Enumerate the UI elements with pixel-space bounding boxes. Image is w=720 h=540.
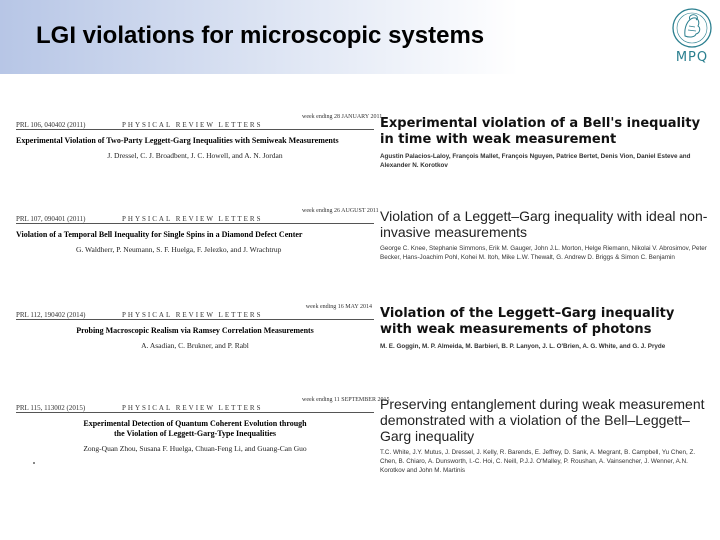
prl-volume: PRL 107, 090401 (2011) bbox=[16, 215, 86, 223]
prl-journal: PHYSICAL REVIEW LETTERS bbox=[122, 121, 263, 129]
prl-journal: PHYSICAL REVIEW LETTERS bbox=[122, 215, 263, 223]
prl-running-head bbox=[16, 397, 390, 413]
logo-text: MPQ bbox=[675, 50, 709, 65]
prl-running-head bbox=[16, 208, 379, 224]
prl-header-1 bbox=[16, 114, 383, 161]
prl-title-line-2: the Violation of Leggett-Garg-Type Inequalities bbox=[113, 429, 277, 438]
article-3 bbox=[380, 306, 710, 351]
mpq-logo bbox=[668, 6, 716, 70]
article-title: Violation of the Leggett–Garg inequality with weak measurements of photons bbox=[380, 306, 675, 337]
article-authors: T.C. White, J.Y. Mutus, J. Dressel, J. Kelly, R. Barends, E. Jeffrey, D. Sank, A. Megrant, B. Campbell, Yu Chen, Z. Chen, B. Chiaro, A. Dunsworth, I.-C. Hoi, C. Neill, P.J.J. O'Malley, P. Roushan, A. Vainsencher, J. Wenner, A.N. Korotkov and John M. Martinis bbox=[380, 449, 696, 474]
article-2 bbox=[380, 208, 710, 262]
prl-volume: PRL 112, 190402 (2014) bbox=[16, 311, 86, 319]
article-title: Preserving entanglement during weak measurement demonstrated with a violation of the Bell–Leggett–Garg inequality bbox=[380, 396, 705, 444]
prl-header-2 bbox=[16, 208, 379, 255]
prl-volume: PRL 115, 113002 (2015) bbox=[16, 404, 86, 412]
prl-authors: A. Asadian, C. Brukner, and P. Rabl bbox=[141, 341, 249, 350]
prl-header-3 bbox=[16, 304, 374, 351]
prl-title: Probing Macroscopic Realism via Ramsey Correlation Measurements bbox=[76, 326, 314, 335]
prl-title-line-1: Experimental Detection of Quantum Coherent Evolution through bbox=[83, 419, 307, 428]
article-authors: Agustin Palacios-Laloy, François Mallet, François Nguyen, Patrice Bertet, Denis Vion, Daniel Esteve and Alexander N. Korotkov bbox=[380, 153, 691, 169]
article-title: Experimental violation of a Bell's inequality in time with weak measurement bbox=[380, 116, 701, 147]
prl-volume: PRL 106, 040402 (2011) bbox=[16, 121, 86, 129]
stray-mark bbox=[33, 462, 35, 464]
prl-journal: PHYSICAL REVIEW LETTERS bbox=[122, 404, 263, 412]
prl-running-head bbox=[16, 304, 374, 320]
prl-title: Violation of a Temporal Bell Inequality for Single Spins in a Diamond Defect Center bbox=[16, 230, 303, 239]
article-4 bbox=[380, 396, 710, 475]
minerva-seal-icon bbox=[668, 6, 716, 50]
prl-authors: G. Waldherr, P. Neumann, S. F. Huelga, F. Jelezko, and J. Wrachtrup bbox=[76, 245, 282, 254]
slide-title: LGI violations for microscopic systems bbox=[36, 22, 485, 49]
prl-date: week ending 16 MAY 2014 bbox=[305, 304, 372, 310]
prl-running-head bbox=[16, 114, 383, 130]
prl-date: week ending 28 JANUARY 2011 bbox=[302, 114, 383, 120]
prl-title: Experimental Violation of Two-Party Leggett-Garg Inequalities with Semiweak Measurements bbox=[16, 136, 339, 145]
article-authors: George C. Knee, Stephanie Simmons, Erik M. Gauger, John J.L. Morton, Helge Riemann, Nikolai V. Abrosimov, Peter Becker, Hans-Joachim Pohl, Kohei M. Itoh, Mike L.W. Thewalt, G. Andrew D. Briggs & Simon C. Benjamin bbox=[380, 245, 707, 261]
prl-journal: PHYSICAL REVIEW LETTERS bbox=[122, 311, 263, 319]
prl-date: week ending 26 AUGUST 2011 bbox=[302, 208, 379, 214]
prl-date: week ending 11 SEPTEMBER 2015 bbox=[302, 397, 390, 403]
prl-authors: Zong-Quan Zhou, Susana F. Huelga, Chuan-Feng Li, and Guang-Can Guo bbox=[83, 444, 307, 453]
prl-authors: J. Dressel, C. J. Broadbent, J. C. Howell, and A. N. Jordan bbox=[107, 151, 283, 160]
article-authors: M. E. Goggin, M. P. Almeida, M. Barbieri, B. P. Lanyon, J. L. O'Brien, A. G. White, and G. J. Pryde bbox=[380, 343, 666, 350]
article-title: Violation of a Leggett–Garg inequality with ideal non-invasive measurements bbox=[380, 208, 708, 240]
article-1 bbox=[380, 116, 710, 170]
prl-header-4 bbox=[16, 397, 390, 454]
